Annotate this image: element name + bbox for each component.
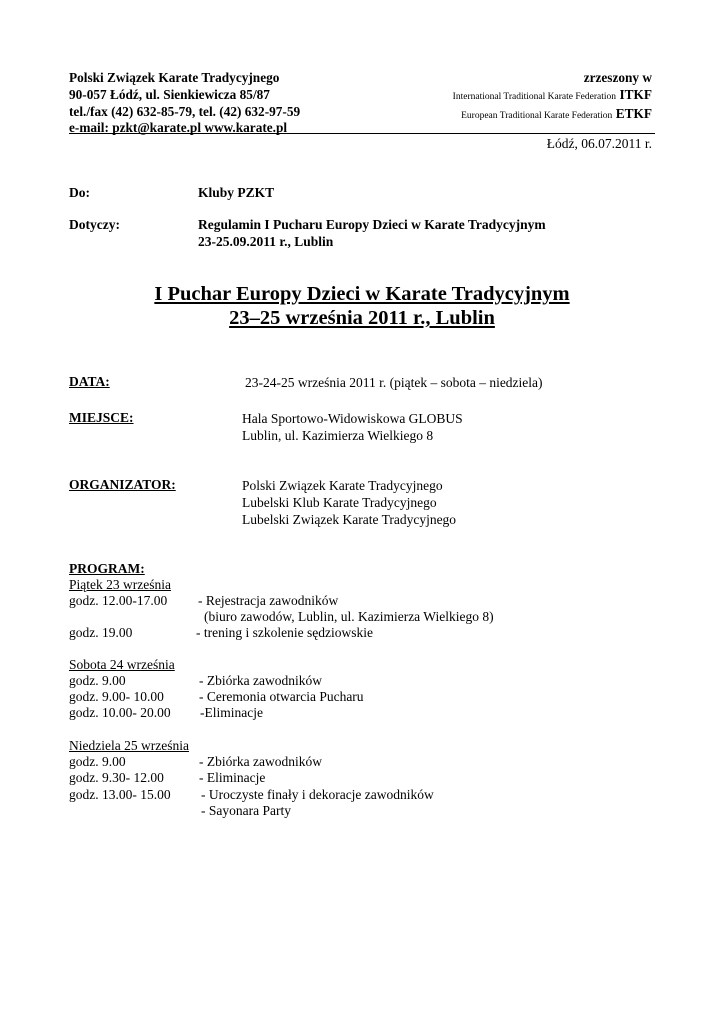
program-time: godz. 10.00- 20.00 <box>69 705 171 720</box>
org-name: Polski Związek Karate Tradycyjnego <box>69 70 280 85</box>
to-value: Kluby PZKT <box>198 185 275 200</box>
letterhead-divider <box>69 133 655 134</box>
program-activity: - Rejestracja zawodników <box>198 593 339 608</box>
program-activity-note: (biuro zawodów, Lublin, ul. Kazimierza Wielkiego 8) <box>204 609 494 624</box>
member-of-label: zrzeszony w <box>583 70 652 85</box>
org-phone: tel./fax (42) 632-85-79, tel. (42) 632-97-59 <box>69 103 301 119</box>
organizer-item: Polski Związek Karate Tradycyjnego <box>242 478 443 493</box>
letterhead-left <box>69 70 300 137</box>
date-label: DATA: <box>69 374 110 389</box>
page-title-line-1: I Puchar Europy Dzieci w Karate Tradycyjnym <box>154 283 570 305</box>
date-value: 23-24-25 września 2011 r. (piątek – sobota – niedziela) <box>245 375 543 390</box>
venue-value <box>242 410 463 444</box>
venue-line-2: Lublin, ul. Kazimierza Wielkiego 8 <box>242 428 434 443</box>
program-time: godz. 13.00- 15.00 <box>69 787 171 802</box>
federation-etkf <box>453 106 652 125</box>
program-time: godz. 9.00 <box>69 754 126 769</box>
program-time: godz. 19.00 <box>69 625 133 640</box>
program-time: godz. 9.30- 12.00 <box>69 770 164 785</box>
page-title-line-2: 23–25 września 2011 r., Lublin <box>229 307 495 329</box>
program-activity: - Zbiórka zawodników <box>199 673 322 688</box>
venue-line-1: Hala Sportowo-Widowiskowa GLOBUS <box>242 411 463 426</box>
program-day-friday: Piątek 23 września <box>69 577 171 592</box>
program-activity: -Eliminacje <box>200 705 263 720</box>
federation-etkf-name: European Traditional Karate Federation <box>461 110 613 121</box>
organizer-list <box>242 477 456 528</box>
subject-label: Dotyczy: <box>69 217 120 232</box>
program-activity: - Ceremonia otwarcia Pucharu <box>199 689 364 704</box>
org-email-web: e-mail: pzkt@karate.pl www.karate.pl <box>69 120 288 136</box>
to-label: Do: <box>69 185 90 200</box>
federation-etkf-abbr: ETKF <box>615 105 652 121</box>
org-address: 90-057 Łódź, ul. Sienkiewicza 85/87 <box>69 86 270 102</box>
federation-itkf-abbr: ITKF <box>619 86 652 102</box>
program-time: godz. 9.00- 10.00 <box>69 689 164 704</box>
venue-label: MIEJSCE: <box>69 410 134 425</box>
program-activity: - Sayonara Party <box>201 803 291 818</box>
subject-value <box>198 217 546 250</box>
letterhead-right <box>453 70 652 124</box>
federation-itkf <box>453 87 652 106</box>
program-day-sunday: Niedziela 25 września <box>69 738 189 753</box>
federation-itkf-name: International Traditional Karate Federation <box>452 91 616 102</box>
program-heading: PROGRAM: <box>69 561 145 576</box>
program-activity: - Zbiórka zawodników <box>199 754 322 769</box>
subject-line-2: 23-25.09.2011 r., Lublin <box>198 233 334 249</box>
organizer-label: ORGANIZATOR: <box>69 477 176 492</box>
program-activity: - trening i szkolenie sędziowskie <box>196 625 373 640</box>
program-time: godz. 9.00 <box>69 673 126 688</box>
program-activity: - Uroczyste finały i dekoracje zawodników <box>201 787 434 802</box>
place-date: Łódź, 06.07.2011 r. <box>546 136 652 151</box>
organizer-item: Lubelski Klub Karate Tradycyjnego <box>242 495 437 510</box>
organizer-item: Lubelski Związek Karate Tradycyjnego <box>242 512 457 527</box>
program-time: godz. 12.00-17.00 <box>69 593 168 608</box>
subject-line-1: Regulamin I Pucharu Europy Dzieci w Karate Tradycyjnym <box>198 217 546 232</box>
program-day-saturday: Sobota 24 września <box>69 657 175 672</box>
program-activity: - Eliminacje <box>199 770 266 785</box>
